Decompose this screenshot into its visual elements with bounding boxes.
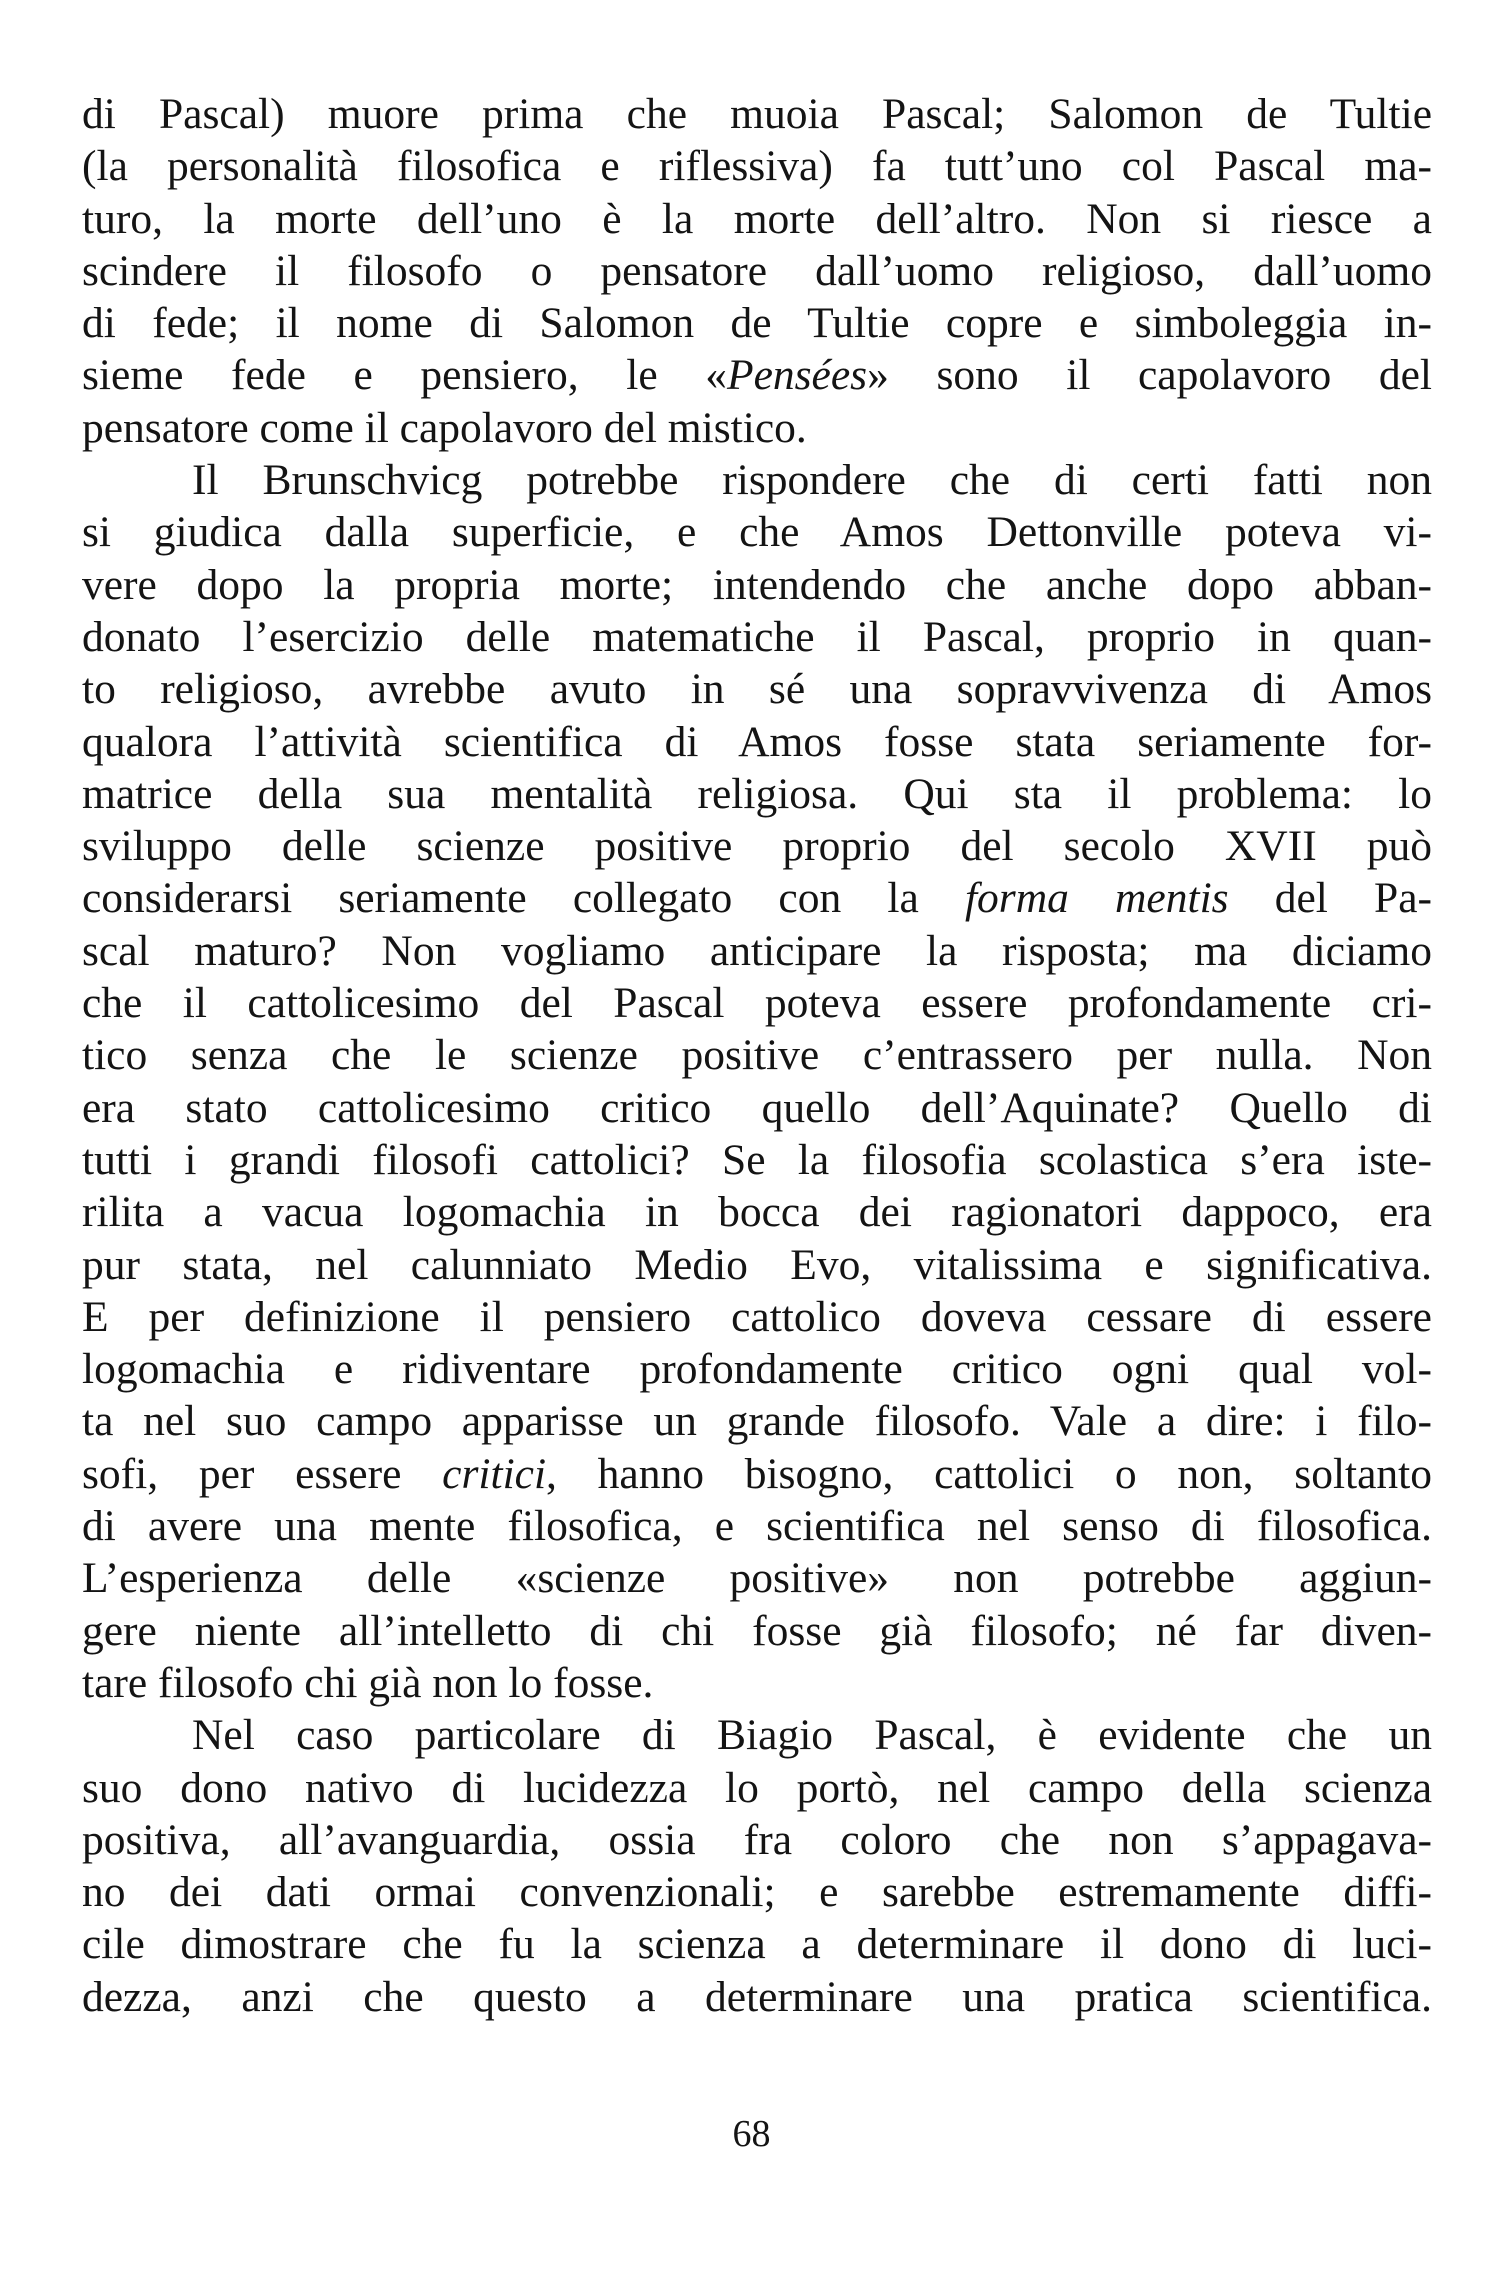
text-line: ta nel suo campo apparisse un grande filosofo. Vale a dire: i filo- [82, 1397, 1432, 1446]
text-line: turo, la morte dell’uno è la morte dell’altro. Non si riesce a [82, 194, 1432, 243]
text-line: considerarsi seriamente collegato con la forma mentis del Pa- [82, 874, 1433, 923]
text-line: to religioso, avrebbe avuto in sé una sopravvivenza di Amos [82, 665, 1432, 714]
italic-text: critici [442, 1449, 547, 1498]
text-line: qualora l’attività scientifica di Amos fosse stata seriamente for- [82, 717, 1432, 766]
text-line: cile dimostrare che fu la scienza a determinare il dono di luci- [82, 1920, 1432, 1969]
text-line: che il cattolicesimo del Pascal poteva essere profondamente cri- [82, 979, 1432, 1028]
text-line: di Pascal) muore prima che muoia Pascal; Salomon de Tultie [82, 90, 1432, 138]
body-text [82, 88, 1432, 2023]
text-line: sviluppo delle scienze positive proprio del secolo XVII può [82, 822, 1432, 871]
text-line: pur stata, nel calunniato Medio Evo, vitalissima e significativa. [82, 1240, 1432, 1289]
text-line: di fede; il nome di Salomon de Tultie copre e simboleggia in- [82, 299, 1432, 348]
text-line: rilita a vacua logomachia in bocca dei ragionatori dappoco, era [82, 1188, 1432, 1237]
text-line: dezza, anzi che questo a determinare una pratica scientifica. [82, 1972, 1432, 2021]
text-line: sieme fede e pensiero, le «Pensées» sono il capolavoro del [82, 351, 1432, 400]
text-line: scal maturo? Non vogliamo anticipare la risposta; ma diciamo [82, 926, 1432, 975]
text-line: sofi, per essere critici, hanno bisogno, cattolici o non, soltanto [82, 1449, 1433, 1498]
italic-text: forma mentis [964, 874, 1229, 923]
text-line: scindere il filosofo o pensatore dall’uomo religioso, dall’uomo [82, 246, 1432, 295]
text-line: si giudica dalla superficie, e che Amos Dettonville poteva vi- [82, 508, 1432, 557]
text-line: di avere una mente filosofica, e scientifica nel senso di filosofica. [82, 1502, 1432, 1551]
text-line: suo dono nativo di lucidezza lo portò, nel campo della scienza [82, 1763, 1432, 1812]
paragraph-start-line: Nel caso particolare di Biagio Pascal, è evidente che un [192, 1711, 1432, 1760]
text-line: E per definizione il pensiero cattolico doveva cessare di essere [82, 1292, 1432, 1341]
text-line: donato l’esercizio delle matematiche il Pascal, proprio in quan- [82, 612, 1432, 661]
text-line: pensatore come il capolavoro del mistico. [82, 403, 807, 452]
text-line: L’esperienza delle «scienze positive» non potrebbe aggiun- [82, 1554, 1432, 1603]
text-line: no dei dati ormai convenzionali; e sarebbe estremamente diffi- [82, 1868, 1432, 1917]
text-line: tutti i grandi filosofi cattolici? Se la filosofia scolastica s’era iste- [82, 1135, 1432, 1184]
paragraph-start-line: Il Brunschvicg potrebbe rispondere che di certi fatti non [192, 456, 1432, 505]
text-line: vere dopo la propria morte; intendendo che anche dopo abban- [82, 560, 1432, 609]
text-line: era stato cattolicesimo critico quello dell’Aquinate? Quello di [82, 1083, 1432, 1132]
text-line: (la personalità filosofica e riflessiva) fa tutt’uno col Pascal ma- [82, 142, 1432, 191]
text-line: tico senza che le scienze positive c’entrassero per nulla. Non [82, 1031, 1432, 1080]
text-line: matrice della sua mentalità religiosa. Qui sta il problema: lo [82, 769, 1432, 818]
text-line: logomachia e ridiventare profondamente critico ogni qual vol- [82, 1345, 1432, 1394]
italic-text: Pensées [727, 351, 868, 400]
text-line: gere niente all’intelletto di chi fosse già filosofo; né far diven- [82, 1606, 1432, 1655]
text-line: tare filosofo chi già non lo fosse. [82, 1658, 654, 1707]
text-line: positiva, all’avanguardia, ossia fra coloro che non s’appagava- [82, 1815, 1432, 1864]
page-number: 68 [732, 2113, 771, 2155]
